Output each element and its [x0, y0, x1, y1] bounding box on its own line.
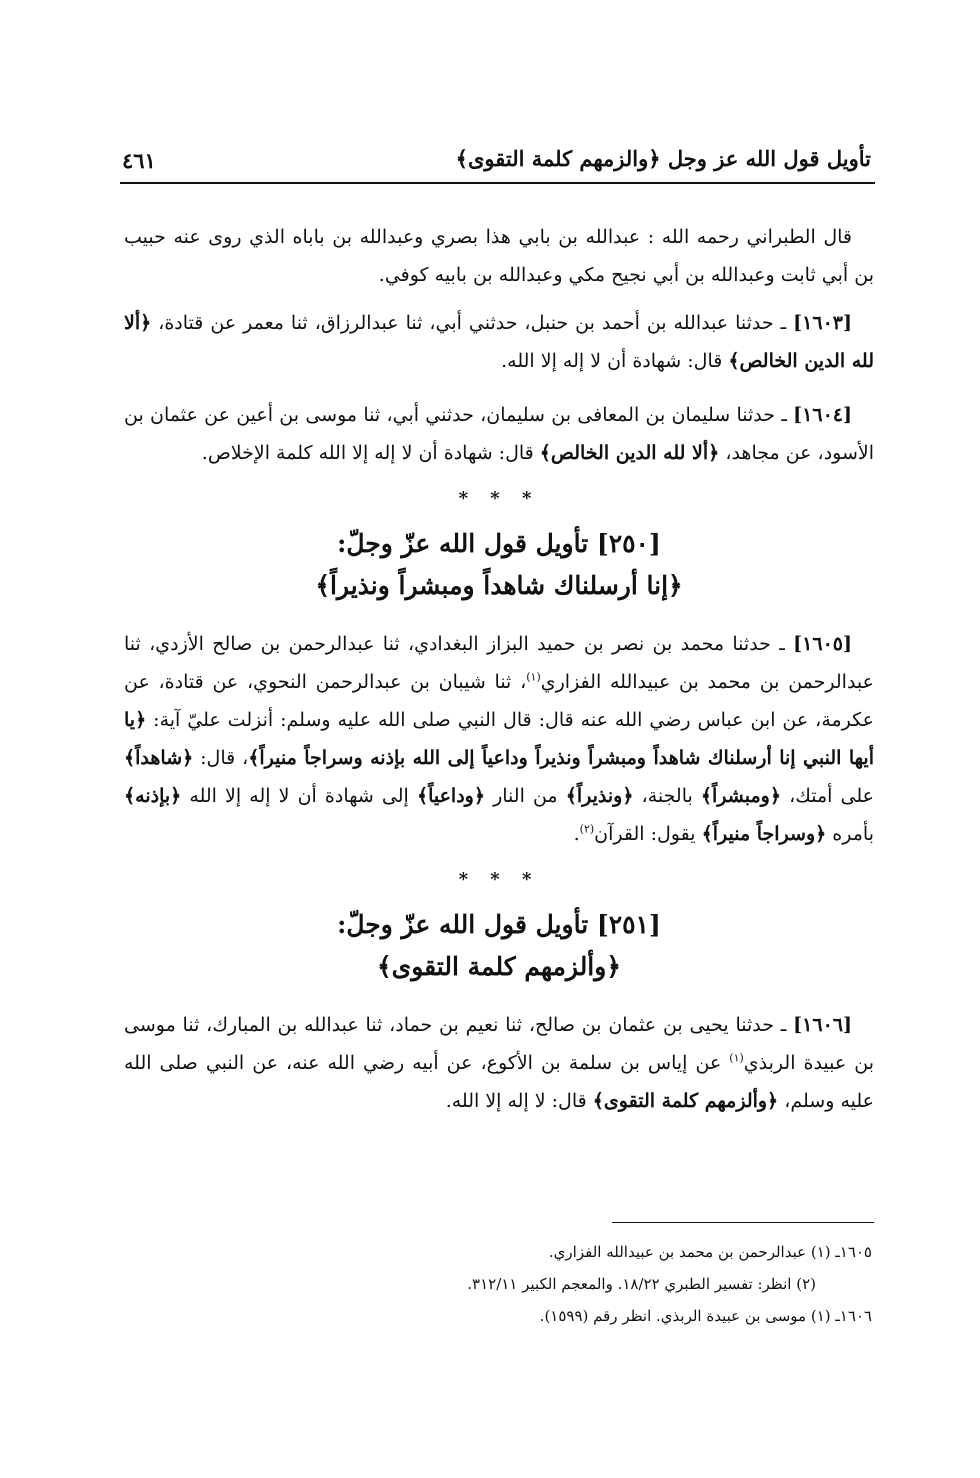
hadith-1606: [124, 1006, 874, 1120]
quran-quote: ﴿يا أيها النبي إنا أرسلناك شاهداً ومبشراً ونذيراً وداعياً إلى الله بإذنه وسراجاً منيراً﴾: [124, 709, 874, 769]
hadith-text: قال: شهادة أن لا إله إلا الله كلمة الإخلاص.: [201, 442, 540, 464]
hadith-text: من النار: [484, 785, 566, 807]
hadith-text: بالجنة،: [633, 785, 701, 807]
section-separator: * * *: [458, 869, 540, 890]
quran-quote: ﴿ألا لله الدين الخالص﴾: [124, 312, 874, 372]
quran-quote: ﴿شاهداً﴾: [124, 747, 194, 769]
footnote-item: ١٦٠٥ـ (١) عبدالرحمن بن محمد بن عبيدالله الفزاري.: [548, 1243, 872, 1261]
hadith-text: على أمتك،: [780, 785, 874, 807]
quran-quote: ﴿وداعياً﴾: [416, 785, 485, 807]
hadith-number: [١٦٠٣]: [793, 312, 852, 334]
quran-quote: ﴿ونذيراً﴾: [565, 785, 634, 807]
hadith-text: ، قال:: [193, 747, 249, 769]
hadith-text: ـ حدثنا سليمان بن المعافى بن سليمان، حدثني أبي، ثنا موسى بن أعين عن عثمان بن الأسود، عن مجاهد،: [124, 404, 874, 464]
heading-line-2: ﴿وألزمهم كلمة التقوى﴾: [377, 952, 621, 981]
footnotes: [124, 1236, 872, 1332]
heading-line-1: [٢٥٠] تأويل قول الله عزّ وجلّ:: [337, 529, 661, 558]
footnote-divider: [612, 1222, 874, 1223]
footnote-item: ١٦٠٦ـ (١) موسى بن عبيدة الربذي. انظر رقم (١٥٩٩).: [539, 1307, 872, 1325]
main-text: [124, 218, 874, 1136]
hadith-text: يقول: القرآن: [594, 823, 702, 845]
hadith-text: قال: شهادة أن لا إله إلا الله.: [501, 350, 729, 372]
quran-quote: ﴿ومبشراً﴾: [700, 785, 781, 807]
hadith-text: قال: لا إله إلا الله.: [445, 1090, 593, 1112]
quran-quote: ﴿وألزمهم كلمة التقوى﴾: [592, 1090, 779, 1112]
page-number: ٤٦١: [122, 148, 156, 173]
hadith-number: [١٦٠٥]: [793, 633, 852, 655]
hadith-text: ، ثنا شيبان بن عبدالرحمن النحوي، عن قتادة، عن عكرمة، عن ابن عباس رضي الله عنه قال: قال النبي صلى الله عليه وسلم: أنزلت عليّ آية:: [124, 671, 874, 731]
footnote-marker: (٢): [579, 822, 595, 836]
heading-line-1: [٢٥١] تأويل قول الله عزّ وجلّ:: [337, 910, 661, 939]
hadith-text: إلى شهادة أن لا إله إلا الله: [181, 785, 417, 807]
footnote-item: (٢) انظر: تفسير الطبري ١٨/٢٢. والمعجم الكبير ٣١٢/١١.: [467, 1275, 816, 1293]
section-separator: * * *: [458, 488, 540, 509]
page-header: [120, 138, 875, 184]
hadith-1604: [124, 396, 874, 472]
paragraph-tabarani-note: [124, 218, 874, 294]
quran-quote: ﴿بإذنه﴾: [124, 785, 182, 807]
hadith-text: بأمره: [826, 823, 874, 845]
hadith-text: .: [573, 823, 580, 845]
quran-quote: ﴿ألا لله الدين الخالص﴾: [539, 442, 720, 464]
hadith-text: ـ حدثنا يحيى بن عثمان بن صالح، ثنا نعيم بن حماد، ثنا عبدالله بن المبارك، ثنا موسى بن عبيدة الربذي: [124, 1014, 874, 1074]
footnote-marker: (١): [729, 1051, 744, 1065]
hadith-1605: [124, 625, 874, 853]
hadith-text: عن إياس بن سلمة بن الأكوع، عن أبيه رضي الله عنه، عن النبي صلى الله عليه وسلم،: [124, 1052, 874, 1112]
paragraph-text: قال الطبراني رحمه الله : عبدالله بن بابي هذا بصري وعبدالله بن باباه الذي روى عنه حبيب بن أبي ثابت وعبدالله بن أبي نجيح مكي وعبدالله بن بابيه كوفي.: [124, 226, 874, 286]
heading-line-2: ﴿إنا أرسلناك شاهداً ومبشراً ونذيراً﴾: [315, 571, 683, 600]
hadith-1603: [124, 304, 874, 380]
section-heading-251: [124, 904, 874, 988]
running-title: تأويل قول الله عز وجل ﴿والزمهم كلمة التقوى﴾: [455, 146, 871, 171]
hadith-number: [١٦٠٤]: [793, 404, 852, 426]
quran-quote: ﴿وسراجاً منيراً﴾: [701, 823, 827, 845]
hadith-text: ـ حدثنا محمد بن نصر بن حميد البزاز البغدادي، ثنا عبدالرحمن بن صالح الأزدي، ثنا عبدالرحمن بن محمد بن عبيدالله الفزاري: [124, 633, 874, 693]
section-heading-250: [124, 523, 874, 607]
hadith-text: ـ حدثنا عبدالله بن أحمد بن حنبل، حدثني أبي، ثنا عبدالرزاق، ثنا معمر عن قتادة،: [151, 312, 794, 334]
footnote-marker: (١): [526, 670, 541, 684]
hadith-number: [١٦٠٦]: [793, 1014, 852, 1036]
